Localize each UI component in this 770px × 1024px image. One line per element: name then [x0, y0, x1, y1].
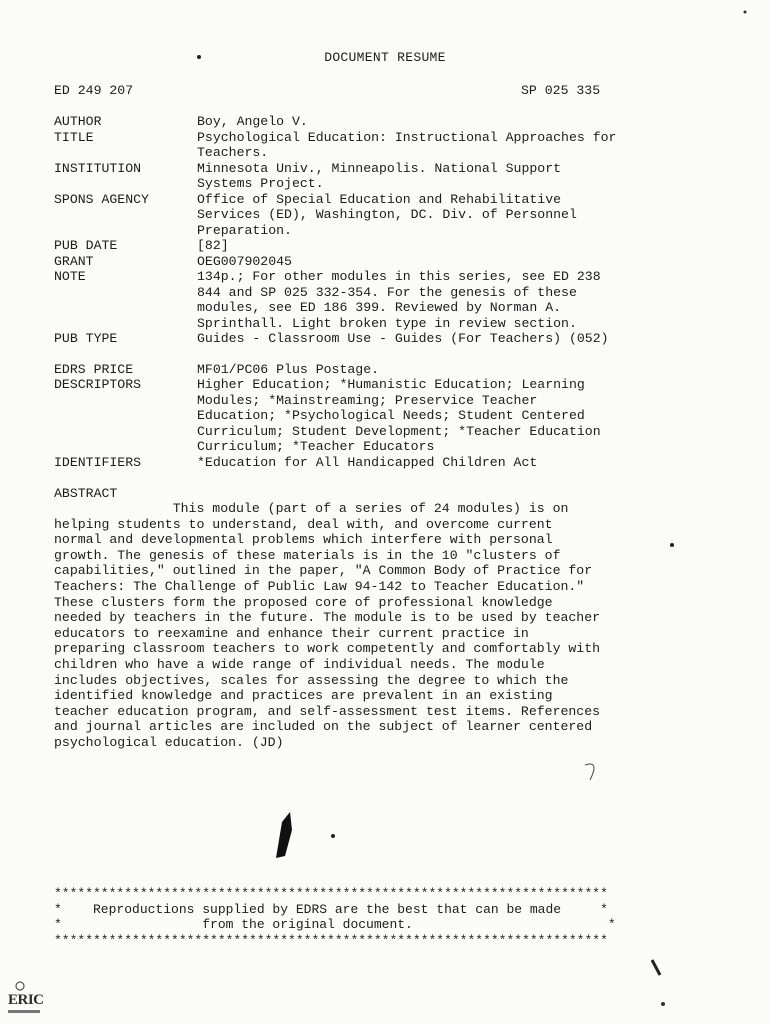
speck	[197, 55, 201, 59]
abstract-line: includes objectives, scales for assessing the degree to which the	[54, 672, 569, 688]
field-line: modules, see ED 186 399. Reviewed by Norman A.	[197, 300, 562, 315]
document-title: DOCUMENT RESUME	[324, 50, 446, 65]
eric-logo-text: ERIC	[8, 992, 44, 1008]
field-label: AUTHOR	[54, 114, 102, 129]
abstract-line: Teachers: The Challenge of Public Law 94-142 to Teacher Education."	[54, 578, 585, 594]
field-label: SPONS AGENCY	[54, 191, 149, 207]
field-line: MF01/PC06 Plus Postage.	[197, 361, 380, 377]
field-line: Guides - Classroom Use - Guides (For Teachers) (052)	[197, 331, 609, 346]
field-label: GRANT	[54, 253, 94, 269]
speck	[331, 834, 335, 838]
abstract-line: preparing classroom teachers to work competently and comfortably with	[54, 641, 601, 657]
field-line: Curriculum; Student Development; *Teacher Education	[197, 423, 601, 439]
field-line: Education; *Psychological Needs; Student Centered	[197, 408, 585, 423]
abstract-line: educators to reexamine and enhance their current practice in	[54, 625, 529, 641]
abstract-line: children who have a wide range of individual needs. The module	[54, 656, 545, 672]
abstract-line: and journal articles are included on the subject of learner centered	[54, 719, 593, 735]
field-label: NOTE	[54, 269, 86, 284]
field-line: Psychological Education: Instructional Approaches for	[197, 129, 617, 145]
reproduction-line: * Reproductions supplied by EDRS are the best that can be made *	[54, 901, 608, 917]
field-line: Modules; *Mainstreaming; Preservice Teacher	[197, 392, 538, 408]
abstract-line: teacher education program, and self-assessment test items. References	[54, 703, 601, 719]
field-line: Teachers.	[197, 145, 269, 160]
field-line: Office of Special Education and Rehabilitative	[197, 191, 562, 207]
abstract-line: capabilities," outlined in the paper, "A Common Body of Practice for	[54, 563, 593, 579]
ink-blot	[276, 812, 292, 858]
reproduction-line: * from the original document. *	[54, 917, 616, 932]
abstract-line: helping students to understand, deal with, and overcome current	[54, 516, 553, 532]
field-line: Curriculum; *Teacher Educators	[197, 439, 435, 454]
field-line: 134p.; For other modules in this series, see ED 238	[197, 269, 601, 284]
field-line: Systems Project.	[197, 176, 324, 191]
speck	[661, 1002, 665, 1006]
abstract-line: psychological education. (JD)	[54, 734, 284, 750]
field-line: Higher Education; *Humanistic Education; Learning	[197, 377, 585, 392]
field-label: INSTITUTION	[54, 160, 142, 176]
abstract-line: growth. The genesis of these materials is in the 10 "clusters of	[54, 547, 561, 563]
abstract-line: These clusters form the proposed core of professional knowledge	[54, 594, 553, 610]
field-line: Sprinthall. Light broken type in review section.	[197, 315, 577, 331]
field-line: Services (ED), Washington, DC. Div. of Personnel	[197, 207, 577, 222]
field-label: EDRS PRICE	[54, 361, 134, 377]
field-label: IDENTIFIERS	[54, 454, 142, 470]
field-line: Boy, Angelo V.	[197, 114, 308, 129]
abstract-line: This module (part of a series of 24 modules) is on	[54, 501, 569, 516]
speck	[670, 543, 674, 547]
ed-number: ED 249 207	[54, 83, 134, 98]
field-label: TITLE	[54, 129, 94, 145]
asterisk-border-top: ***********************************************************************	[54, 886, 608, 901]
abstract-line: identified knowledge and practices are prevalent in an existing	[54, 688, 553, 704]
field-line: Minnesota Univ., Minneapolis. National Support	[197, 160, 562, 176]
field-label: DESCRIPTORS	[54, 377, 142, 392]
eric-logo	[6, 980, 46, 1014]
field-label: PUB DATE	[54, 238, 118, 253]
abstract-line: needed by teachers in the future. The module is to be used by teacher	[54, 610, 601, 626]
field-line: [82]	[197, 238, 229, 253]
field-line: 844 and SP 025 332-354. For the genesis of these	[197, 284, 577, 300]
asterisk-border-bottom: ***********************************************************************	[54, 932, 608, 948]
field-line: Preparation.	[197, 222, 292, 238]
speck	[585, 764, 594, 780]
speck	[744, 11, 747, 14]
speck	[652, 960, 660, 975]
sp-number: SP 025 335	[521, 83, 601, 98]
abstract-line: normal and developmental problems which interfere with personal	[54, 532, 553, 548]
field-line: *Education for All Handicapped Children Act	[197, 454, 538, 470]
abstract-label: ABSTRACT	[54, 486, 118, 501]
field-line: OEG007902045	[197, 253, 292, 269]
field-label: PUB TYPE	[54, 331, 118, 346]
